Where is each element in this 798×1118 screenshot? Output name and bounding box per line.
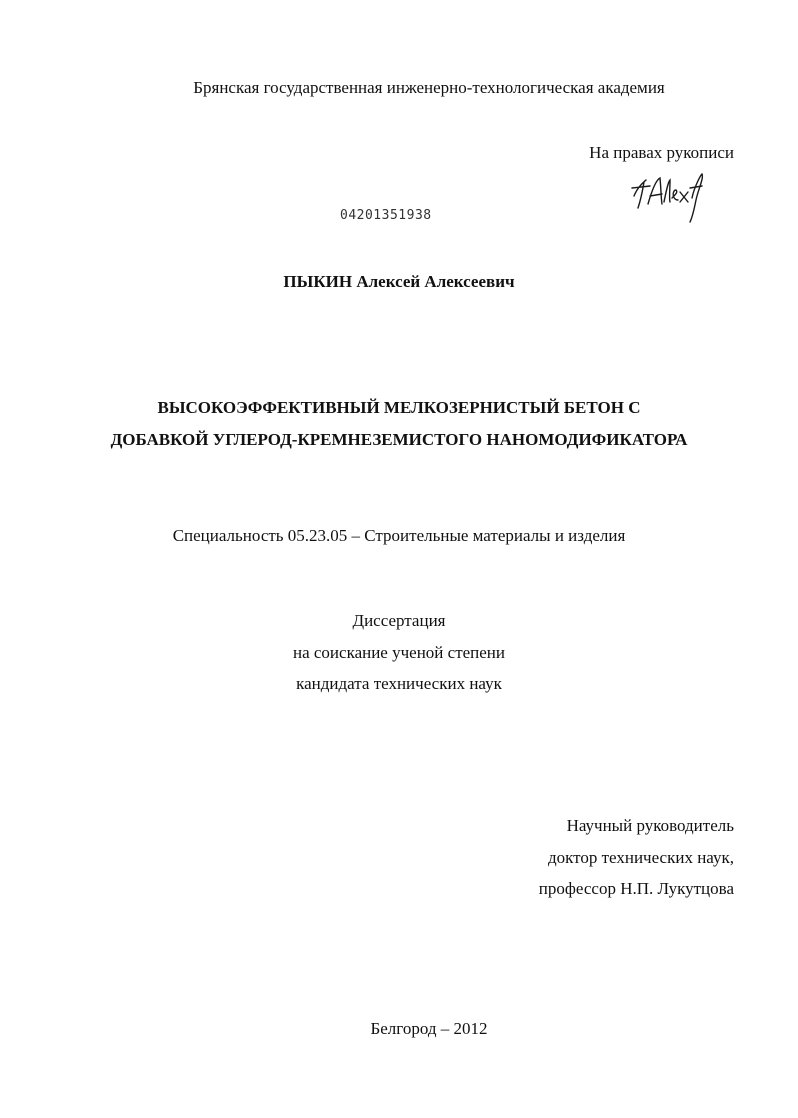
supervisor-degree: доктор технических наук,	[547, 848, 734, 867]
title-line-2: ДОБАВКОЙ УГЛЕРОД-КРЕМНЕЗЕМИСТОГО НАНОМОДИФИКАТОРА	[110, 430, 688, 449]
supervisor-label: Научный руководитель	[566, 816, 734, 835]
manuscript-note: На правах рукописи	[589, 143, 734, 162]
supervisor-name: профессор Н.П. Лукутцова	[538, 879, 734, 898]
registry-number: 04201351938	[340, 208, 432, 223]
degree-name: кандидата технических наук	[296, 674, 502, 693]
institution-name: Брянская государственная инженерно-технологическая академия	[193, 78, 665, 97]
specialty: Специальность 05.23.05 – Строительные материалы и изделия	[172, 526, 626, 545]
city-year: Белгород – 2012	[370, 1019, 488, 1038]
author-name: ПЫКИН Алексей Алексеевич	[283, 272, 515, 291]
handwritten-signature	[628, 168, 708, 224]
degree-purpose: на соискание ученой степени	[292, 643, 506, 662]
dissertation-type: Диссертация	[352, 611, 446, 630]
title-line-1: ВЫСОКОЭФФЕКТИВНЫЙ МЕЛКОЗЕРНИСТЫЙ БЕТОН С	[157, 398, 641, 417]
